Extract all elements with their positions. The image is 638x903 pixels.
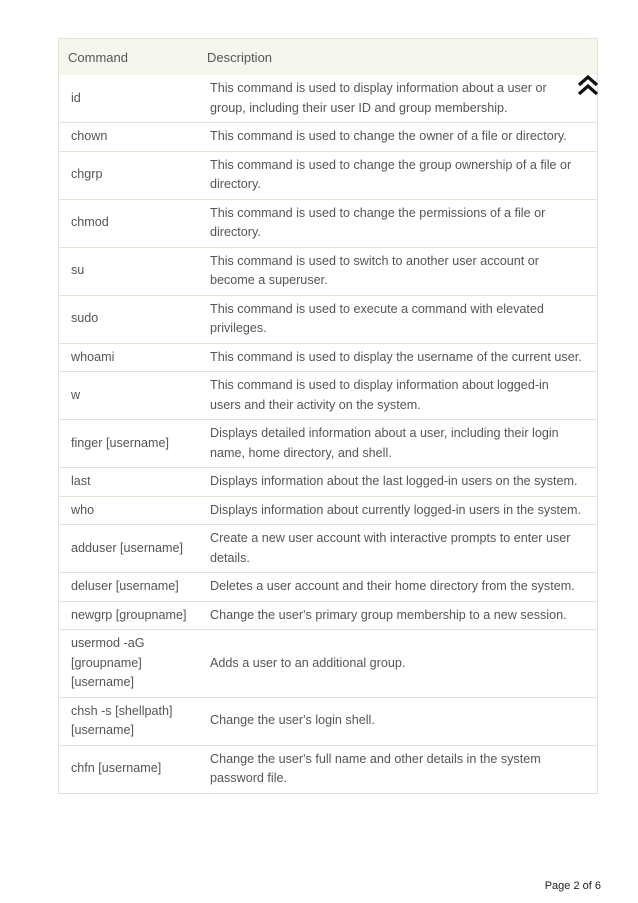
command-cell: id (71, 90, 81, 105)
description-cell: This command is used to display information about logged-in users and their activity on the system. (201, 372, 597, 420)
command-cell: su (59, 247, 201, 295)
description-cell: Adds a user to an additional group. (201, 630, 597, 698)
table-row (59, 199, 597, 247)
description-cell: Displays information about the last logged-in users on the system. (201, 468, 597, 497)
description-cell: This command is used to change the permissions of a file or directory. (201, 199, 597, 247)
page-number: Page 2 of 6 (544, 880, 601, 892)
table-row (59, 151, 597, 199)
header-command: Command (59, 39, 201, 75)
description-cell: Change the user's full name and other details in the system password file. (201, 745, 597, 793)
command-cell: chsh -s [shellpath] [username] (59, 697, 201, 745)
description-cell: Change the user's login shell. (201, 697, 597, 745)
command-cell: w (59, 372, 201, 420)
table-row (59, 697, 597, 745)
description-cell: Change the user's primary group membership to a new session. (201, 601, 597, 630)
table-row (59, 372, 597, 420)
description-cell: This command is used to switch to another user account or become a superuser. (201, 247, 597, 295)
description-cell: This command is used to execute a command with elevated privileges. (201, 295, 597, 343)
table-row (59, 295, 597, 343)
table-row (59, 468, 597, 497)
command-cell: chown (59, 123, 201, 152)
description-cell: This command is used to change the owner of a file or directory. (201, 123, 597, 152)
command-cell: adduser [username] (59, 525, 201, 573)
command-cell: last (59, 468, 201, 497)
description-cell: Displays information about currently logged-in users in the system. (201, 496, 597, 525)
command-cell: finger [username] (59, 420, 201, 468)
command-cell: chfn [username] (59, 745, 201, 793)
table-row (59, 745, 597, 793)
header-description: Description (201, 39, 597, 75)
table-row (59, 343, 597, 372)
table-row (59, 573, 597, 602)
commands-table (59, 39, 597, 793)
description-cell: This command is used to display information about a user or group, including their user ID and group membership. (210, 81, 547, 115)
command-cell: chgrp (59, 151, 201, 199)
header-row (59, 39, 597, 75)
scroll-to-top-button[interactable] (576, 74, 600, 98)
table-header (59, 39, 597, 75)
table-row (59, 525, 597, 573)
table-row (59, 420, 597, 468)
command-cell: sudo (59, 295, 201, 343)
command-cell: newgrp [groupname] (59, 601, 201, 630)
commands-table-container (58, 38, 598, 794)
table-row (59, 601, 597, 630)
command-cell: who (59, 496, 201, 525)
description-cell: Displays detailed information about a user, including their login name, home directory, and shell. (201, 420, 597, 468)
double-chevron-up-icon (576, 74, 600, 98)
table-row (59, 247, 597, 295)
command-cell: deluser [username] (59, 573, 201, 602)
table-row (59, 630, 597, 698)
command-cell: usermod -aG [groupname] [username] (59, 630, 201, 698)
table-row (59, 123, 597, 152)
description-cell: This command is used to change the group ownership of a file or directory. (201, 151, 597, 199)
command-cell: chmod (59, 199, 201, 247)
command-cell: whoami (59, 343, 201, 372)
description-cell: Create a new user account with interactive prompts to enter user details. (201, 525, 597, 573)
table-row (59, 496, 597, 525)
table-row (59, 75, 597, 123)
table-body (59, 75, 597, 793)
description-cell: This command is used to display the username of the current user. (201, 343, 597, 372)
description-cell: Deletes a user account and their home directory from the system. (201, 573, 597, 602)
